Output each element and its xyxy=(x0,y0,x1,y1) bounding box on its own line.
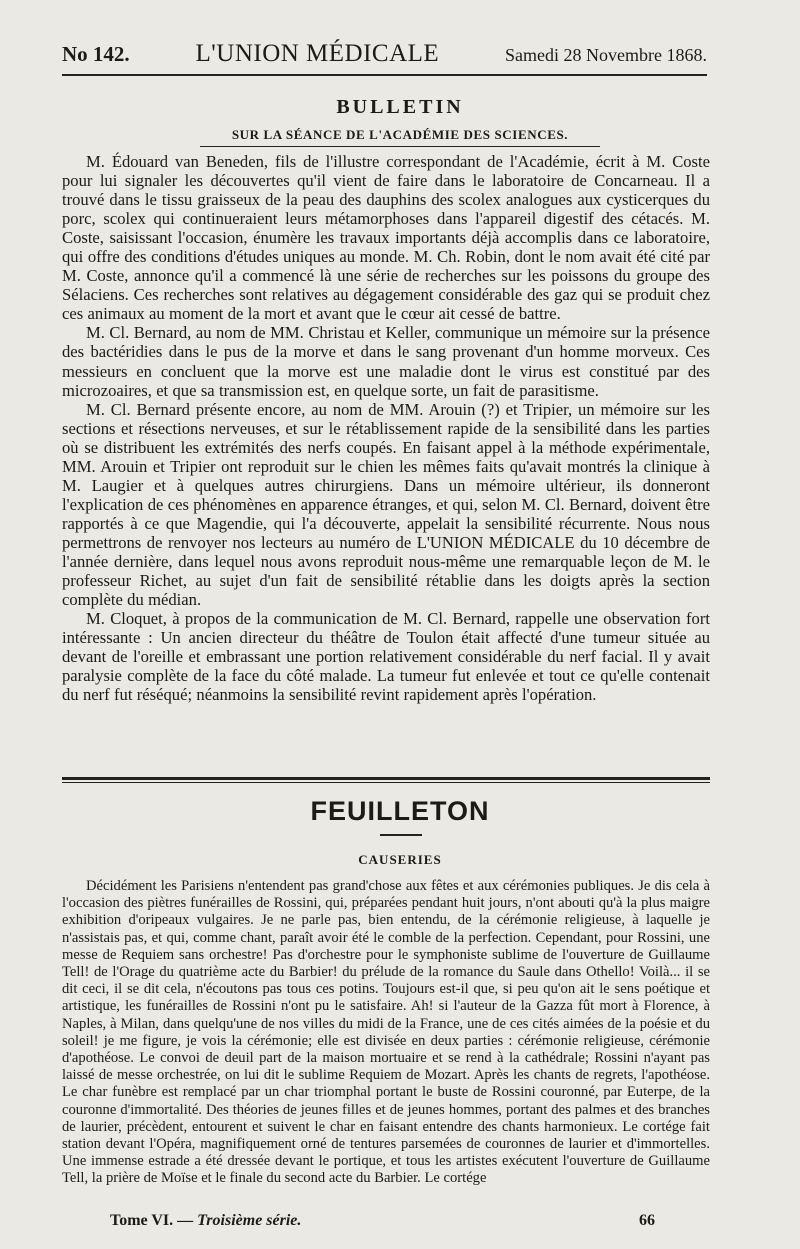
feuilleton-heading: FEUILLETON xyxy=(310,796,490,826)
causeries-heading: CAUSERIES xyxy=(358,852,442,867)
footer-volume-info xyxy=(110,1212,301,1230)
bulletin-heading: BULLETIN xyxy=(336,96,464,118)
page-footer xyxy=(110,1212,655,1230)
bulletin-paragraph: M. Cloquet, à propos de la communication de M. Cl. Bernard, rappelle une observation fort intéressante : Un ancien directeur du théâtre de Toulon était affecté d'une tumeur située au devant de l'oreille et embrassant une portion relativement considérable du nerf facial. Il y avait paralysie complète de la face du côté malade. La tumeur fut enlevée et tout ce qu'elle contenait du nerf fut réséqué; néanmoins la sensibilité revint rapidement après l'opération. xyxy=(62,609,710,705)
feuilleton-heading-rule xyxy=(380,834,422,836)
footer-series: Troisième série. xyxy=(197,1212,302,1229)
section-divider-rule-thin xyxy=(62,782,710,783)
issue-date: Samedi 28 Novembre 1868. xyxy=(505,45,707,65)
issue-number: No 142. xyxy=(62,42,130,66)
feuilleton-paragraph: Décidément les Parisiens n'entendent pas grand'chose aux fêtes et aux cérémonies publiques. Je dis cela à l'occasion des piètres funérailles de Rossini, qui, préparées pendant huit jours, n'ont abouti qu'à la plus maigre exhibition d'oripeaux vulgaires. Je ne parle pas, bien entendu, de la cérémonie religieuse, à laquelle je n'assistais pas, et qui, comme chant, paraît avoir été le comble de la perfection. Cependant, pour Rossini, une messe de Requiem sans orchestre! Pas d'orchestre pour le symphoniste sublime de l'ouverture de Guillaume Tell! de l'Orage du quatrième acte du Barbier! du prélude de la romance du Saule dans Othello! Voilà... il se dit ceci, il se dit cela, n'écoutons pas tous ces potins. Toujours est-il que, si peu qu'on ait le sens poétique et artistique, les funérailles de Rossini n'ont pu le satisfaire. Ah! si l'auteur de la Gazza fût mort à Florence, à Naples, à Milan, dans quelqu'une de nos villes du midi de la France, une de ces cités aimées de la poésie et du soleil! je me figure, je vois la cérémonie; elle est divisée en deux parties : cérémonie religieuse, cérémonie d'apothéose. Le convoi de deuil part de la maison mortuaire et se rend à la cathédrale; Rossini n'ayant pas laissé de messe orchestrée, on lui dit le sublime Requiem de Mozart. Après les chants de regrets, l'apothéose. Le char funèbre est remplacé par un char triomphal portant le buste de Rossini couronné, par Euterpe, de la couronne d'immortalité. Des théories de jeunes filles et de jeunes hommes, portant des palmes et des branches de laurier, précèdent, entourent et suivent le char en faisant entendre des chants harmonieux. Le cortége fait station devant l'Opéra, magnifiquement orné de tentures parsemées de couronnes de laurier et d'immortelles. Une immense estrade a été dressée devant le portique, et tous les artistes exécutent l'ouverture de Guillaume Tell, la prière de Moïse et le finale du second acte du Barbier. Le cortége xyxy=(62,878,710,1187)
bulletin-subheading-rule xyxy=(200,146,600,147)
masthead xyxy=(62,40,707,76)
bulletin-subheading: SUR LA SÉANCE DE L'ACADÉMIE DES SCIENCES. xyxy=(231,127,569,142)
bulletin-paragraph: M. Édouard van Beneden, fils de l'illustre correspondant de l'Académie, écrit à M. Coste pour lui signaler les découvertes qu'il vient de faire dans le laboratoire de Concarneau. Il a trouvé dans le tissu graisseux de la peau des dauphins des scolex analogues aux cysticerques du porc, scolex qui continueraient leurs métamorphoses dans l'appareil digestif des cétacés. M. Coste, saisissant l'occasion, énumère les travaux importants déjà accomplis dans ce laboratoire, qui offre des conditions d'études uniques au monde. M. Ch. Robin, dont le nom avait été cité par M. Coste, annonce qu'il a commencé là une série de recherches sur les poissons du groupe des Sélaciens. Ces recherches sont relatives au dégagement considérable des gaz qui se produit chez ces animaux au moment de la mort et avant que le cœur ait cessé de battre. xyxy=(62,152,710,324)
feuilleton-body xyxy=(62,878,710,1188)
journal-title: L'UNION MÉDICALE xyxy=(195,40,440,67)
bulletin-body xyxy=(62,152,710,704)
bulletin-paragraph: M. Cl. Bernard, au nom de MM. Christau et Keller, communique un mémoire sur la présence des bactéridies dans le pus de la morve et dans le sang provenant d'un homme morveux. Ces messieurs en concluent que la morve est une maladie dont le virus est constitué par des microzoaires, et que sa transmission est, en quelque sorte, un fait de parasitisme. xyxy=(62,323,710,400)
page-number: 66 xyxy=(639,1212,655,1229)
bulletin-paragraph: M. Cl. Bernard présente encore, au nom de MM. Arouin (?) et Tripier, un mémoire sur les sections et résections nerveuses, et sur le rétablissement rapide de la sensibilité dans les parties où se distribuent les extrémités des nerfs coupés. En faisant appel à la méthode expérimentale, MM. Arouin et Tripier ont reproduit sur le chien les mêmes faits qu'avait montrés la clinique à M. Laugier et à quelques autres chirurgiens. Dans un mémoire ultérieur, ils donneront l'explication de ces phénomènes en apparence étranges, et qui, selon M. Cl. Bernard, doivent être rapportés à ce que Magendie, qui l'a découverte, appelait la sensibilité récurrente. Nous nous permettrons de renvoyer nos lecteurs au numéro de L'UNION MÉDICALE du 10 décembre de l'année dernière, dans lequel nous avons reproduit nous-même une remarquable leçon de M. le professeur Richet, au sujet d'un fait de sensibilité rétablie dans les doigts après la section complète du médian. xyxy=(62,399,710,610)
footer-volume: Tome VI. — xyxy=(110,1212,194,1229)
section-divider-rule xyxy=(62,777,710,780)
